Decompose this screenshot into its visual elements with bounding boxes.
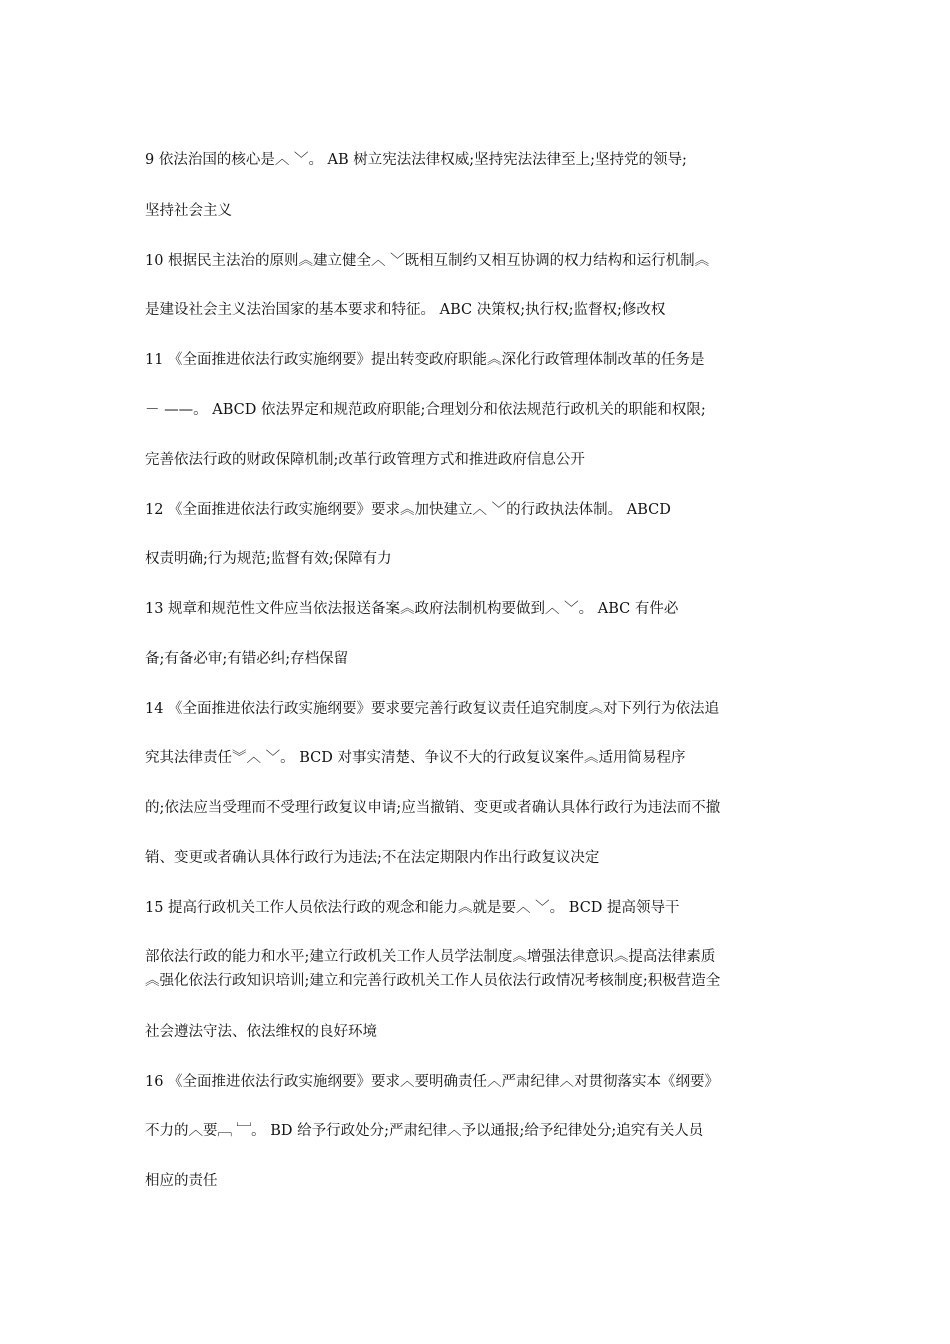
text-line: 完善依法行政的财政保障机制;改革行政管理方式和推进政府信息公开 [145,452,585,468]
text-line: 相应的责任 [145,1173,218,1189]
text-line: 销、变更或者确认具体行政行为违法;不在法定期限内作出行政复议决定 [145,850,600,866]
text-line: ︽强化依法行政知识培训;建立和完善行政机关工作人员依法行政情况考核制度;积极营造全 [145,973,721,989]
text-line: 13 规章和规范性文件应当依法报送备案︽政府法制机构要做到︿ ﹀。 ABC 有件必 [145,601,679,617]
text-line: 15 提高行政机关工作人员依法行政的观念和能力︽就是要︿ ﹀。 BCD 提高领导干 [145,900,680,916]
text-line: 坚持社会主义 [145,203,232,219]
text-line: 权责明确;行为规范;监督有效;保障有力 [145,551,392,567]
text-line: 10 根据民主法治的原则︽建立健全︿ ﹀既相互制约又相互协调的权力结构和运行机制︽ [145,253,710,269]
text-line: 部依法行政的能力和水平;建立行政机关工作人员学法制度︽增强法律意识︽提高法律素质 [145,949,716,965]
text-line: 不力的︿要﹇ ﹈。 BD 给予行政处分;严肃纪律︿予以通报;给予纪律处分;追究有关人员 [145,1123,704,1139]
text-line: 12 《全面推进依法行政实施纲要》要求︽加快建立︿ ﹀的行政执法体制。 ABCD [145,502,671,518]
text-line: 究其法律责任︾︿ ﹀。 BCD 对事实清楚、争议不大的行政复议案件︽适用简易程序 [145,750,686,766]
text-line: 的;依法应当受理而不受理行政复议申请;应当撤销、变更或者确认具体行政行为违法而不撤 [145,800,721,816]
text-line: 是建设社会主义法治国家的基本要求和特征。 ABC 决策权;执行权;监督权;修改权 [145,302,666,318]
text-line: 11 《全面推进依法行政实施纲要》提出转变政府职能︽深化行政管理体制改革的任务是 [145,352,705,368]
text-line: 9 依法治国的核心是︿ ﹀。 AB 树立宪法法律权威;坚持宪法法律至上;坚持党的领导; [145,152,687,168]
text-line: 备;有备必审;有错必纠;存档保留 [145,651,349,667]
text-line: 社会遵法守法、依法维权的良好环境 [145,1024,377,1040]
text-line: － ——。 ABCD 依法界定和规范政府职能;合理划分和依法规范行政机关的职能和权限; [145,402,706,418]
text-line: 16 《全面推进依法行政实施纲要》要求︿要明确责任︿严肃纪律︿对贯彻落实本《纲要》 [145,1074,720,1090]
text-line: 14 《全面推进依法行政实施纲要》要求要完善行政复议责任追究制度︽对下列行为依法追 [145,701,720,717]
